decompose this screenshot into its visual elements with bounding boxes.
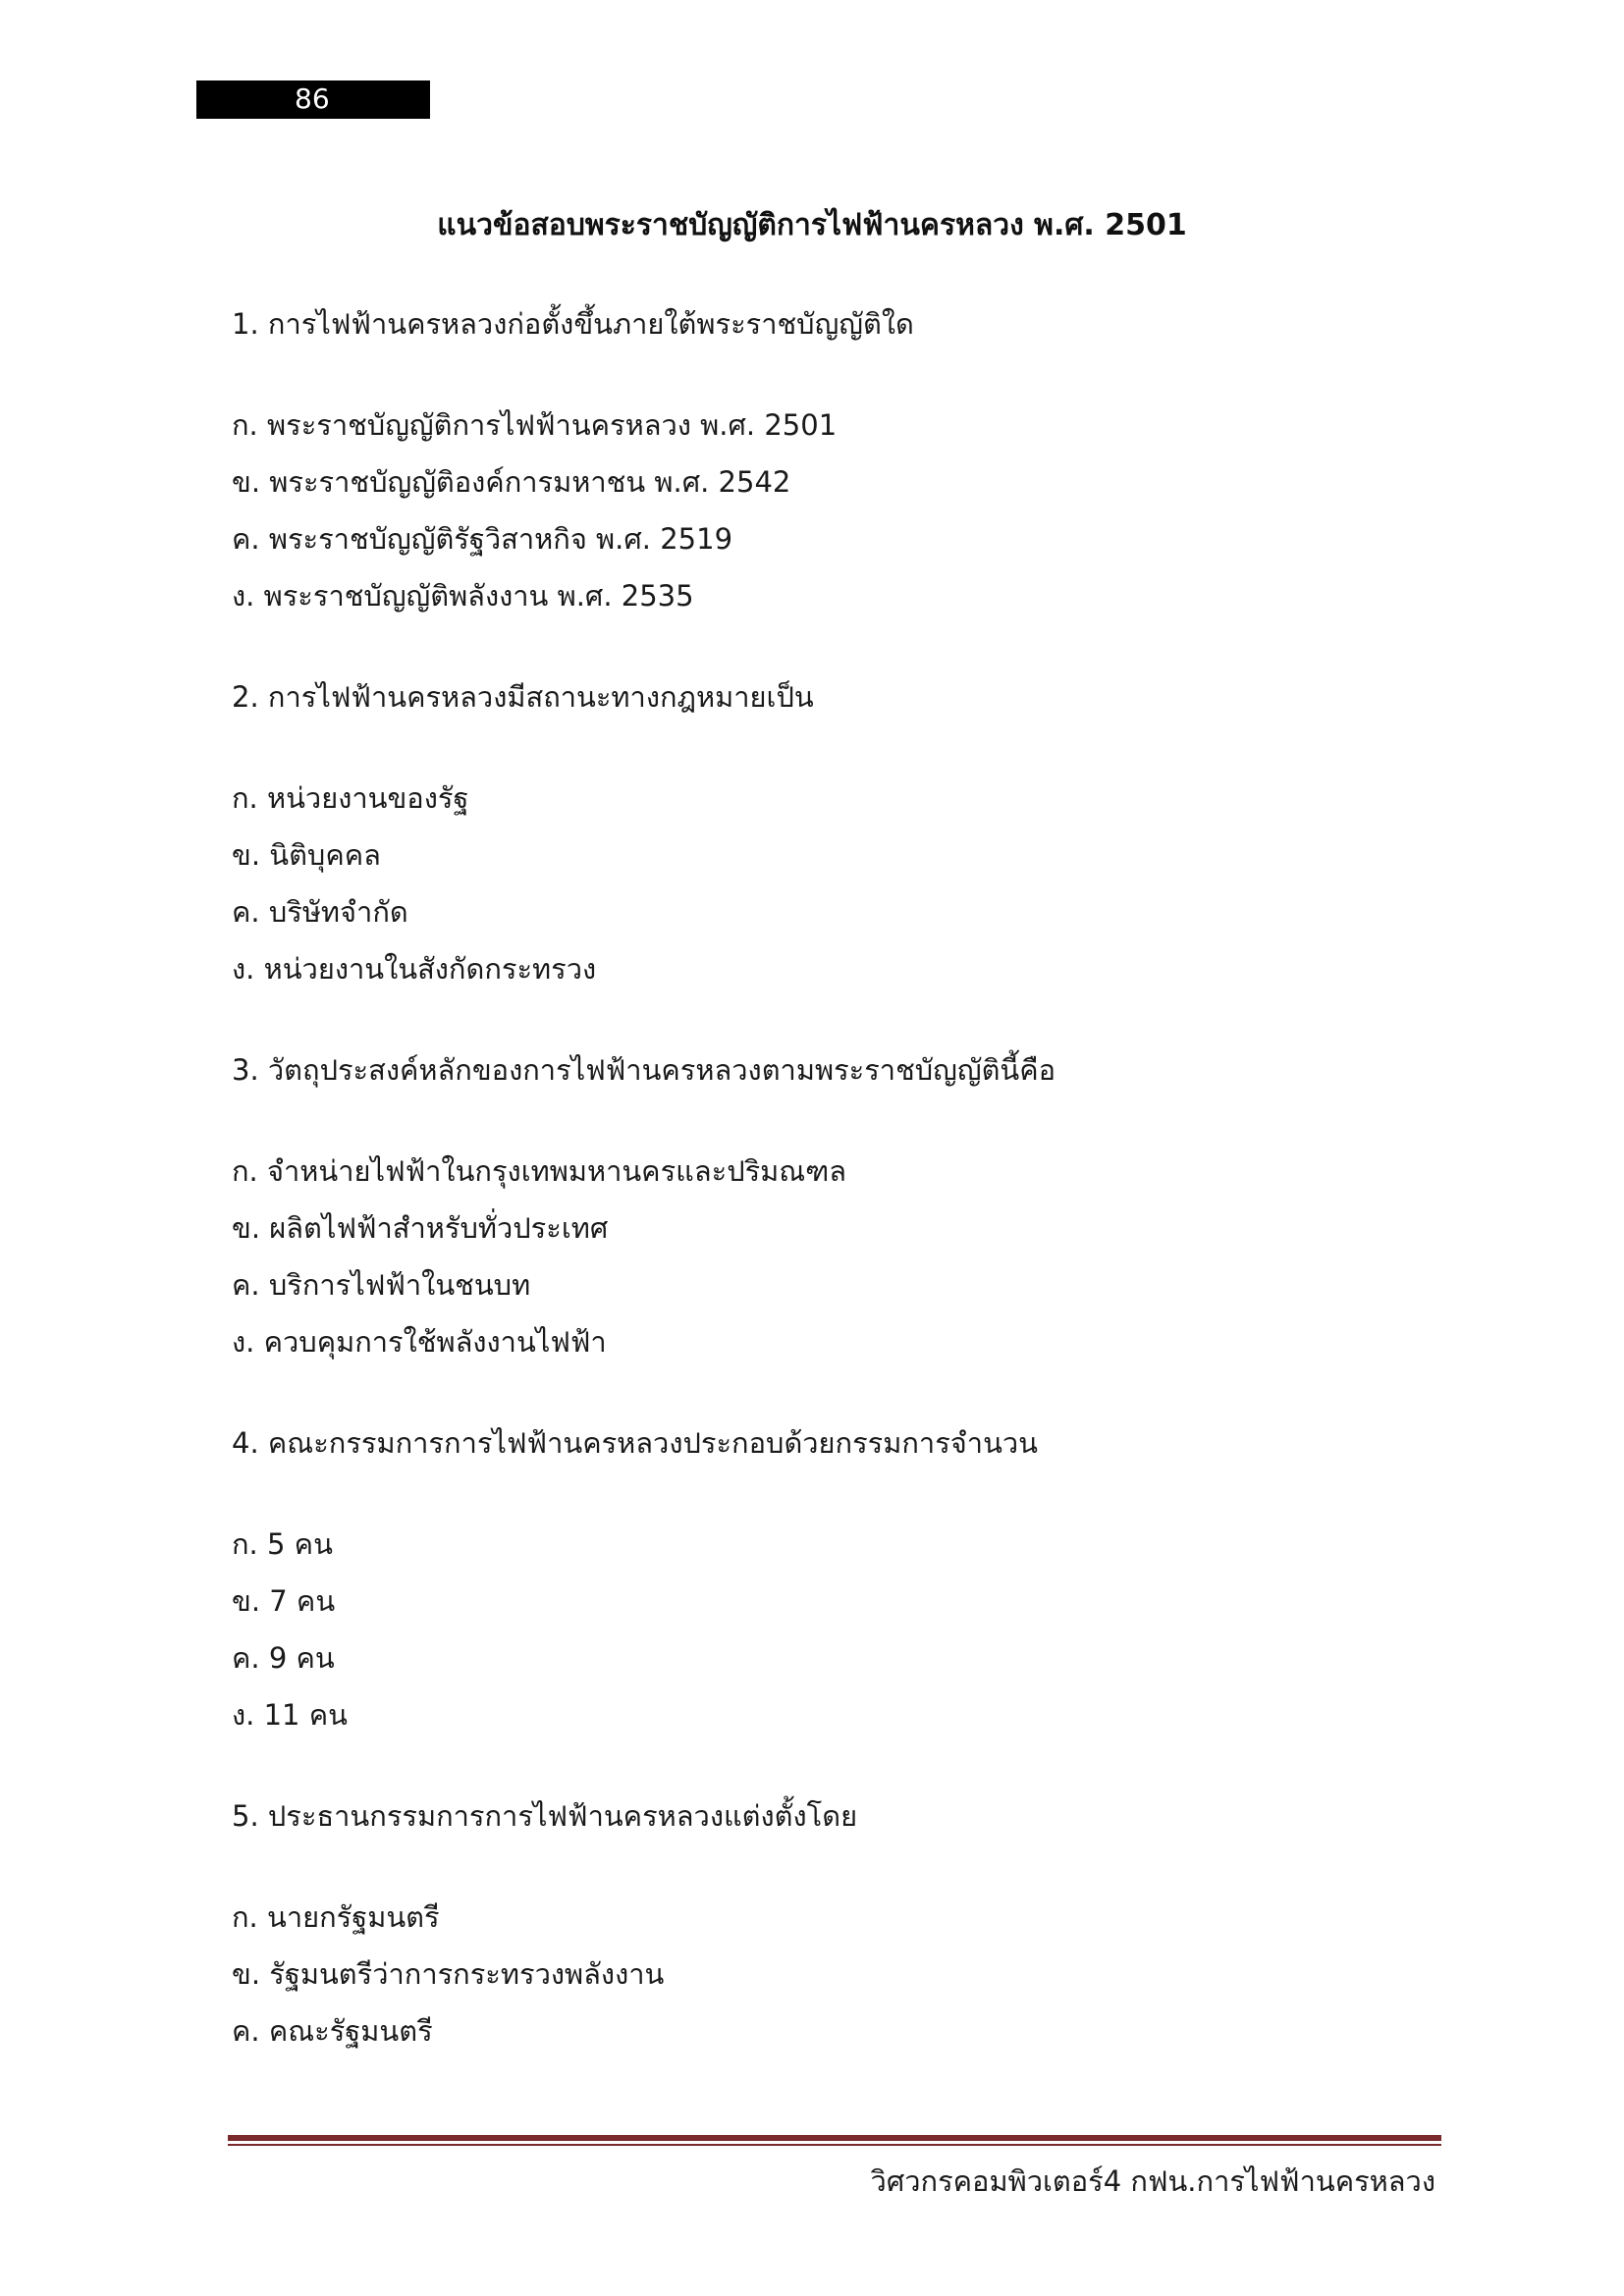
answer-option: ค. บริการไฟฟ้าในชนบท (232, 1268, 531, 1302)
answer-option: ค. บริษัทจำกัด (232, 895, 408, 929)
answer-option: ง. 11 คน (232, 1698, 348, 1732)
question-4 (232, 1421, 1410, 1736)
answer-option: ข. นิติบุคคล (232, 838, 381, 872)
question-3 (232, 1048, 1410, 1363)
answer-option: ก. จำหน่ายไฟฟ้าในกรุงเทพมหานครและปริมณฑล (232, 1154, 847, 1188)
page-number: 86 (295, 82, 330, 115)
answer-option: ข. พระราชบัญญัติองค์การมหาชน พ.ศ. 2542 (232, 465, 791, 499)
question-text: 2. การไฟฟ้านครหลวงมีสถานะทางกฎหมายเป็น (232, 680, 814, 714)
page-title: แนวข้อสอบพระราชบัญญัติการไฟฟ้านครหลวง พ.ศ. 2501 (437, 208, 1187, 242)
answer-option: ก. หน่วยงานของรัฐ (232, 781, 469, 815)
question-text: 3. วัตถุประสงค์หลักของการไฟฟ้านครหลวงตามพระราชบัญญัตินี้คือ (232, 1053, 1056, 1087)
question-text: 4. คณะกรรมการการไฟฟ้านครหลวงประกอบด้วยกรรมการจำนวน (232, 1426, 1039, 1460)
answer-option: ง. พระราชบัญญัติพลังงาน พ.ศ. 2535 (232, 579, 694, 613)
answer-option: ง. หน่วยงานในสังกัดกระทรวง (232, 952, 597, 986)
footer-text: วิศวกรคอมพิวเตอร์4 กฟน.การไฟฟ้านครหลวง (870, 2164, 1435, 2198)
answer-option: ก. นายกรัฐมนตรี (232, 1900, 440, 1934)
answer-option: ค. พระราชบัญญัติรัฐวิสาหกิจ พ.ศ. 2519 (232, 522, 733, 556)
question-2 (232, 675, 1410, 990)
footer-divider (228, 2135, 1441, 2146)
question-list (232, 302, 1410, 2110)
question-text: 5. ประธานกรรมการการไฟฟ้านครหลวงแต่งตั้งโดย (232, 1799, 858, 1833)
answer-option: ข. รัฐมนตรีว่าการกระทรวงพลังงาน (232, 1957, 665, 1991)
answer-option: ค. คณะรัฐมนตรี (232, 2014, 433, 2048)
answer-option: ก. พระราชบัญญัติการไฟฟ้านครหลวง พ.ศ. 2501 (232, 408, 838, 442)
question-text: 1. การไฟฟ้านครหลวงก่อตั้งขึ้นภายใต้พระราชบัญญัติใด (232, 307, 914, 341)
answer-option: ค. 9 คน (232, 1641, 335, 1675)
answer-option: ข. 7 คน (232, 1584, 336, 1618)
question-1 (232, 302, 1410, 617)
answer-option: ก. 5 คน (232, 1527, 333, 1561)
question-5 (232, 1794, 1410, 2053)
footer-divider-thin (228, 2144, 1441, 2146)
answer-option: ง. ควบคุมการใช้พลังงานไฟฟ้า (232, 1325, 607, 1359)
answer-option: ข. ผลิตไฟฟ้าสำหรับทั่วประเทศ (232, 1211, 609, 1245)
